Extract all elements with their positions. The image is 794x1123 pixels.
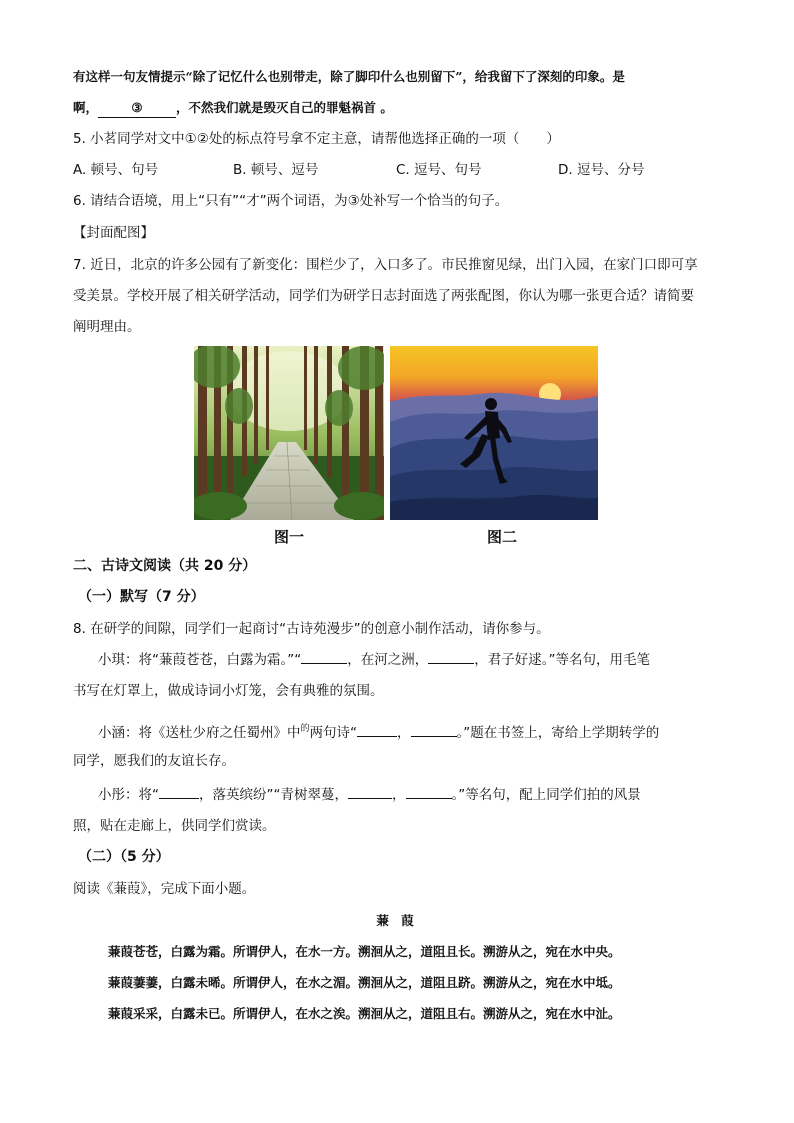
xiaoqi-text-b: ，在河之洲， — [347, 652, 429, 668]
blank-xiaotong-2[interactable] — [348, 798, 392, 799]
sunset-runner-image — [390, 346, 598, 520]
subsection-1-heading: （一）默写（7 分） — [78, 589, 205, 605]
blank-xiaoqi-1[interactable] — [301, 663, 347, 664]
poem-title: 蒹 葭 — [376, 913, 418, 928]
xiaohan-text-c: ， — [397, 725, 411, 741]
blank-3[interactable] — [98, 99, 176, 118]
figure-1-forest-path — [194, 346, 384, 524]
xiaoqi-text-c: ，君子好逑。”等名句，用毛笔 — [474, 652, 650, 668]
figure-2-sunset-runner — [390, 346, 598, 524]
blank-xiaotong-1[interactable] — [159, 798, 199, 799]
option-a[interactable]: A. 顿号、句号 — [73, 162, 159, 178]
q4-text-line2 — [73, 99, 393, 118]
option-b[interactable]: B. 顿号、逗号 — [233, 162, 319, 178]
section-cover-heading: 【封面配图】 — [73, 225, 154, 241]
xiaohan-text-d: 。”题在书签上，寄给上学期转学的 — [456, 725, 660, 741]
xiaohan-line1 — [98, 720, 659, 742]
xiaohan-line2: 同学，愿我们的友谊长存。 — [73, 753, 235, 769]
question-6: 6. 请结合语境，用上“只有”“才”两个词语，为③处补写一个恰当的句子。 — [73, 193, 509, 209]
xiaoqi-line2: 书写在灯罩上，做成诗词小灯笼，会有典雅的氛围。 — [73, 683, 384, 699]
section-2-heading: 二、古诗文阅读（共 20 分） — [73, 558, 257, 574]
xiaohan-sup: 的 — [300, 724, 310, 734]
xiaotong-text-d: 。”等名句，配上同学们拍的风景 — [451, 787, 641, 803]
blank-xiaoqi-2[interactable] — [428, 663, 474, 664]
poem-stanza-1: 蒹葭苍苍，白露为霜。所谓伊人，在水一方。溯洄从之，道阻且长。溯游从之，宛在水中央。 — [108, 944, 621, 959]
subsection-2-heading: （二）（5 分） — [78, 849, 170, 865]
forest-path-image — [194, 346, 384, 520]
option-c[interactable]: C. 逗号、句号 — [396, 162, 482, 178]
xiaoqi-text-a: 小琪：将“蒹葭苍苍，白露为霜。”“ — [98, 652, 302, 668]
xiaotong-text-a: 小彤：将“ — [98, 787, 159, 803]
q4-line2-prefix: 啊， — [73, 100, 99, 115]
blank-xiaotong-3[interactable] — [406, 798, 452, 799]
question-7-line3: 阐明理由。 — [73, 319, 141, 335]
reading-intro: 阅读《蒹葭》，完成下面小题。 — [73, 881, 256, 897]
xiaotong-text-b: ，落英缤纷”“青树翠蔓， — [199, 787, 348, 803]
question-7-line2: 受美景。学校开展了相关研学活动，同学们为研学日志封面选了两张配图，你认为哪一张更合适？请简要 — [73, 288, 694, 304]
xiaohan-text-b: 两句诗“ — [309, 725, 358, 741]
blank-xiaohan-1[interactable] — [357, 736, 397, 737]
q4-line2-suffix: ，不然我们就是毁灭自己的罪魁祸首 。 — [176, 100, 393, 115]
blank-xiaohan-2[interactable] — [411, 736, 457, 737]
poem-stanza-2: 蒹葭萋萋，白露未晞。所谓伊人，在水之湄。溯洄从之，道阻且跻。溯游从之，宛在水中坻。 — [108, 975, 621, 990]
question-5-options — [73, 161, 644, 179]
figure-1-caption: 图一 — [274, 528, 305, 546]
xiaoqi-line1 — [98, 651, 650, 669]
q4-text-line1: 有这样一句友情提示“除了记忆什么也别带走，除了脚印什么也别留下”，给我留下了深刻的印象。是 — [73, 69, 625, 84]
xiaotong-line2: 照，贴在走廊上，供同学们赏读。 — [73, 818, 276, 834]
option-d[interactable]: D. 逗号、分号 — [558, 162, 645, 178]
xiaotong-line1 — [98, 786, 641, 804]
xiaohan-text-a: 小涵：将《送杜少府之任蜀州》中 — [98, 725, 301, 741]
question-7-line1: 7. 近日，北京的许多公园有了新变化：围栏少了，入口多了。市民推窗见绿，出门入园，在家门口即可享 — [73, 257, 698, 273]
figure-2-caption: 图二 — [487, 528, 518, 546]
question-8-intro: 8. 在研学的间隙，同学们一起商讨“古诗苑漫步”的创意小制作活动，请你参与。 — [73, 621, 550, 637]
blank-3-label: ③ — [131, 100, 143, 115]
poem-stanza-3: 蒹葭采采，白露未已。所谓伊人，在水之涘。溯洄从之，道阻且右。溯游从之，宛在水中沚。 — [108, 1006, 621, 1021]
xiaotong-text-c: ， — [392, 787, 406, 803]
question-5: 5. 小茗同学对文中①②处的标点符号拿不定主意，请帮他选择正确的一项（ ） — [73, 131, 560, 147]
